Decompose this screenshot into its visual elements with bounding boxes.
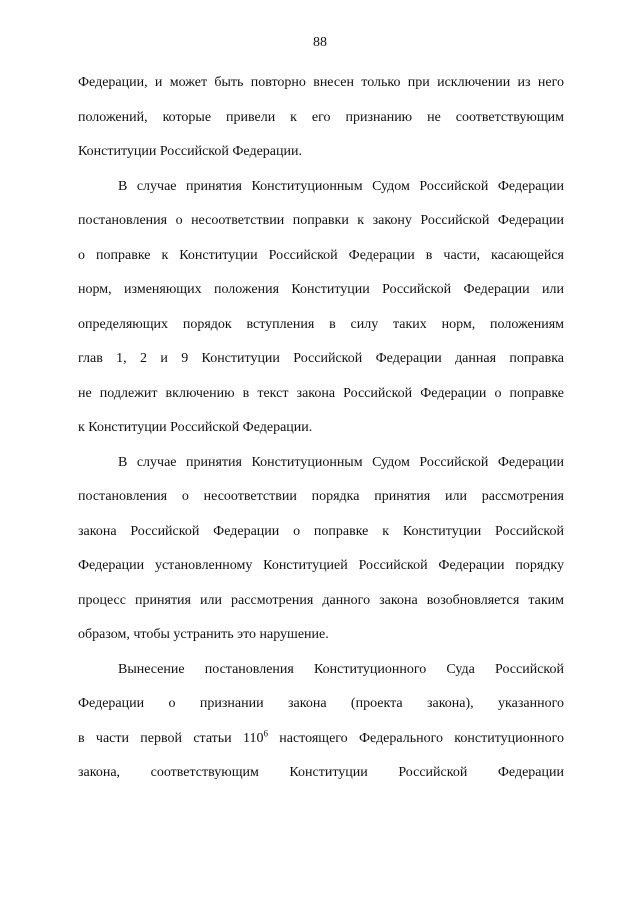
text-line: к Конституции Российской Федерации. — [78, 420, 313, 435]
text-line: постановления о несоответствии поправки к закону Российской Федерации — [78, 213, 564, 228]
text-line: глав 1, 2 и 9 Конституции Российской Федерации данная поправка — [78, 351, 564, 366]
paragraph-3 — [78, 446, 564, 653]
text-line: не подлежит включению в текст закона Российской Федерации о поправке — [78, 385, 564, 401]
text-line: процесс принятия или рассмотрения данного закона возобновляется таким — [78, 592, 564, 608]
text-line: В случае принятия Конституционным Судом Российской Федерации — [118, 454, 564, 470]
text-line: В случае принятия Конституционным Судом Российской Федерации — [118, 178, 564, 194]
paragraph-4 — [78, 653, 564, 791]
superscript: 6 — [263, 727, 268, 738]
text-line: Вынесение постановления Конституционного Суда Российской — [118, 661, 564, 677]
text-line: постановления о несоответствии порядка принятия или рассмотрения — [78, 489, 564, 504]
text-fragment: в части первой статьи 110 — [78, 730, 264, 746]
page-number: 88 — [313, 35, 327, 50]
text-line: закона, соответствующим Конституции Российской Федерации — [78, 765, 564, 780]
text-line: о поправке к Конституции Российской Федерации в части, касающейся — [78, 247, 564, 263]
paragraph-2 — [78, 170, 564, 446]
text-line: закона Российской Федерации о поправке к Конституции Российской — [78, 523, 564, 539]
text-line: положений, которые привели к его признанию не соответствующим — [78, 109, 564, 125]
text-line-with-superscript — [78, 722, 564, 757]
text-line: Федерации, и может быть повторно внесен только при исключении из него — [78, 75, 564, 90]
text-line: Конституции Российской Федерации. — [78, 144, 302, 159]
text-fragment: настоящего Федерального конституционного — [267, 730, 565, 746]
text-line: Федерации о признании закона (проекта закона), указанного — [78, 696, 564, 711]
text-line: норм, изменяющих положения Конституции Российской Федерации или — [78, 282, 564, 297]
text-line: образом, чтобы устранить это нарушение. — [78, 627, 329, 642]
document-body — [78, 66, 564, 791]
text-line: определяющих порядок вступления в силу таких норм, положениям — [78, 316, 564, 332]
paragraph-1 — [78, 66, 564, 170]
text-line: Федерации установленному Конституцией Российской Федерации порядку — [78, 558, 564, 573]
